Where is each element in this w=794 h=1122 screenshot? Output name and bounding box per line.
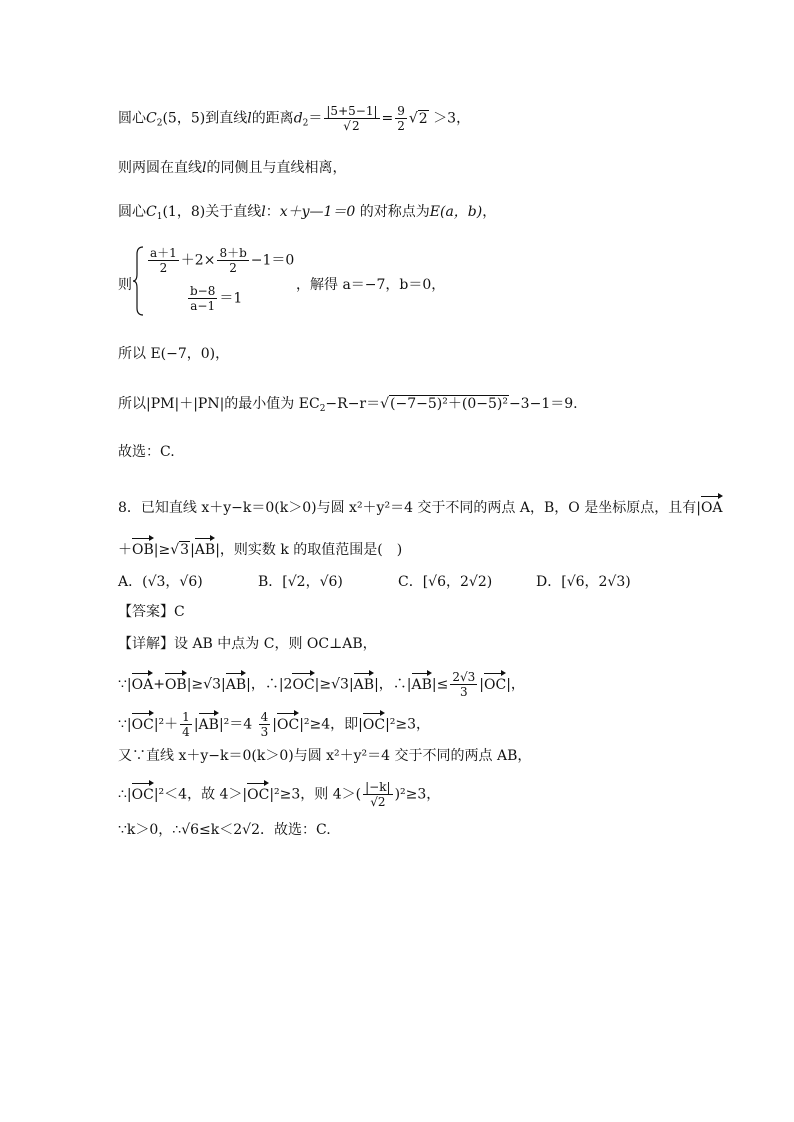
denominator: 2	[397, 119, 405, 133]
text: 的距离	[251, 110, 294, 127]
equation-row-2	[186, 284, 242, 313]
radicand: 2	[351, 119, 360, 133]
detail-line-4	[118, 746, 531, 766]
numerator: 1	[182, 710, 190, 724]
fraction	[363, 780, 392, 809]
text: |²＝4	[218, 716, 253, 733]
vector: AB	[225, 676, 247, 693]
text: |²≥3，	[385, 716, 431, 733]
option-b	[258, 572, 343, 592]
fraction	[188, 284, 217, 313]
text: ∵|	[118, 676, 132, 693]
line-equation: x＋y—1＝0	[279, 204, 356, 220]
value: [√6，2√3)	[561, 574, 631, 590]
line-point-e	[118, 344, 229, 364]
text: 所以 E(−7，0)，	[118, 346, 230, 362]
text: |≥	[153, 542, 171, 558]
sub: 2	[319, 404, 326, 414]
vector: OC	[292, 676, 315, 693]
text: 又∵直线 x＋y−k＝0(k＞0)与圆 x²＋y²＝4 交于不同的两点 AB，	[118, 748, 532, 764]
vector: OA	[700, 500, 723, 516]
vector: OC	[131, 786, 154, 803]
numerator: a＋1	[150, 246, 177, 260]
fraction	[395, 104, 407, 133]
fraction	[217, 246, 248, 275]
option-c	[398, 572, 492, 592]
text: |，∴|	[374, 676, 412, 693]
text: ＝1	[219, 290, 243, 307]
text: (1，8)关于直线	[162, 204, 262, 220]
label: B．	[258, 574, 283, 590]
text: 的同侧且与直线相离，	[206, 160, 347, 176]
sub: 1	[156, 212, 163, 222]
text: |	[190, 542, 195, 558]
solution-text: ，解得 a＝−7，b＝0，	[296, 277, 446, 293]
text: 设 AB 中点为 C，则 OC⊥AB，	[174, 636, 377, 652]
radicand: 2	[418, 110, 428, 127]
vector: OB	[164, 676, 187, 693]
text: 则两圆在直线	[118, 160, 202, 176]
text: |²≥4，即|	[299, 716, 363, 733]
text: 的对称点为	[359, 204, 430, 220]
fraction	[148, 246, 179, 275]
question-8-line-2: ＋OB|≥√3|AB|，则实数 k 的取值范围是( )	[118, 542, 403, 558]
text: |	[193, 716, 199, 733]
text: |²＋	[153, 716, 179, 733]
line-minimum: 所以|PM|＋|PN|的最小值为 $EC_2-R-r=√(-7-5)^2+(0-5)^2-3-1=9$.	[118, 396, 578, 414]
numerator: 2√3	[452, 670, 476, 684]
text: ∴|	[118, 786, 132, 803]
text: |	[479, 676, 485, 693]
text: 圆心	[118, 204, 146, 220]
text: +	[153, 676, 165, 693]
answer-label	[118, 602, 185, 622]
question-8-line-1	[118, 498, 723, 518]
label: A．	[118, 574, 143, 590]
text: )²≥3，	[394, 786, 441, 803]
text: −1＝0	[250, 252, 295, 269]
label: C．	[398, 574, 423, 590]
brace-icon	[132, 246, 144, 316]
vector: OC	[131, 716, 154, 733]
options-row	[118, 572, 678, 592]
text: 所以|PM|＋|PN|的最小值为 EC	[118, 396, 320, 412]
sub: 2	[302, 118, 309, 129]
detail-line-6	[118, 820, 331, 840]
line-same-side	[118, 158, 346, 178]
line-symmetric-point	[118, 202, 496, 227]
vector: AB	[198, 716, 219, 733]
line-choose	[118, 442, 175, 462]
detail-line-5	[118, 780, 440, 809]
numerator: |5+5−1|	[326, 104, 378, 118]
denominator: √2	[370, 795, 386, 809]
vector: AB	[411, 676, 432, 693]
vector: OC	[247, 786, 270, 803]
fraction	[259, 710, 271, 739]
numerator: 4	[260, 710, 269, 724]
vector: AB	[194, 542, 216, 558]
vector: OC	[277, 716, 300, 733]
text: ，	[482, 204, 497, 220]
value: (√3，√6)	[142, 574, 203, 590]
numerator: 8＋b	[219, 246, 247, 260]
radicand: 3	[180, 542, 190, 558]
text: |	[272, 716, 277, 733]
point-e: E(a，b)	[429, 204, 483, 220]
text: ＞3，	[433, 110, 471, 127]
equals: =	[381, 110, 394, 127]
var-l: l	[202, 160, 207, 176]
text: 圆心	[118, 110, 146, 127]
var-l: l	[247, 110, 252, 127]
text: |，	[506, 676, 525, 693]
denominator: 3	[260, 725, 269, 739]
denominator: 4	[182, 725, 190, 739]
var-d: d	[293, 110, 303, 127]
numerator: 9	[397, 104, 405, 118]
equation-row-1	[146, 246, 294, 275]
text: |≥√3|	[314, 676, 354, 693]
text: ＋	[118, 542, 132, 558]
vector: OC	[484, 676, 507, 693]
option-d	[536, 572, 631, 592]
denominator: a−1	[190, 299, 216, 313]
text: |，∴|2	[246, 676, 293, 693]
text: −3−1＝9.	[508, 396, 578, 412]
detail-line-3	[118, 710, 430, 739]
text: 故选：C.	[118, 444, 175, 460]
var-c: C	[146, 110, 157, 127]
text: |，则实数 k 的取值范围是( )	[215, 542, 403, 558]
denominator: 3	[460, 685, 468, 699]
text: 【答案】C	[118, 604, 185, 620]
value: [√6，2√2)	[422, 574, 493, 590]
text: ：	[265, 204, 280, 220]
radicand: (−7−5)²＋(0−5)²	[390, 396, 508, 412]
sub: 2	[156, 118, 163, 129]
text: |≤	[431, 676, 449, 693]
fraction	[324, 104, 379, 133]
text: (5，5)到直线	[162, 110, 248, 127]
vector: OB	[132, 542, 154, 558]
text: ∵|	[118, 716, 132, 733]
var-c: C	[146, 204, 157, 220]
value: [√2，√6)	[282, 574, 343, 590]
text: ＋2×	[180, 252, 216, 269]
text: ∵k＞0，∴√6≤k＜2√2．故选：C.	[118, 822, 331, 838]
fraction	[450, 670, 477, 699]
vector: OA	[131, 676, 154, 693]
option-a	[118, 572, 203, 592]
vector: OC	[362, 716, 386, 733]
text: |²≥3，则 4＞(	[269, 786, 362, 803]
numerator: |−k|	[365, 780, 391, 794]
var-l: l	[261, 204, 266, 220]
text: |≥√3|	[186, 676, 226, 693]
text: −R−r＝	[325, 396, 381, 412]
label: D．	[536, 574, 562, 590]
vector: AB	[353, 676, 375, 693]
denominator: 2	[159, 261, 168, 275]
numerator: b−8	[190, 284, 216, 298]
fraction	[180, 710, 192, 739]
detail-line-2	[118, 670, 525, 699]
text: |²＜4，故 4＞|	[153, 786, 248, 803]
denominator: 2	[229, 261, 237, 275]
text: 则	[118, 277, 132, 293]
detail-line-1	[118, 634, 377, 654]
denominator: √2	[343, 119, 360, 133]
line-distance-c2: 圆心$C_2(5$，5)到直线l的距离$d_2=$ $\frac{|5+5-1|}{√2}$ = $\frac{9}{2}$ √2 ＞3，	[118, 104, 471, 133]
detail-label: 【详解】	[118, 636, 174, 652]
text: 8．已知直线 x＋y−k＝0(k＞0)与圆 x²＋y²＝4 交于不同的两点 A，B，O 是坐标原点，且有|	[118, 500, 701, 516]
